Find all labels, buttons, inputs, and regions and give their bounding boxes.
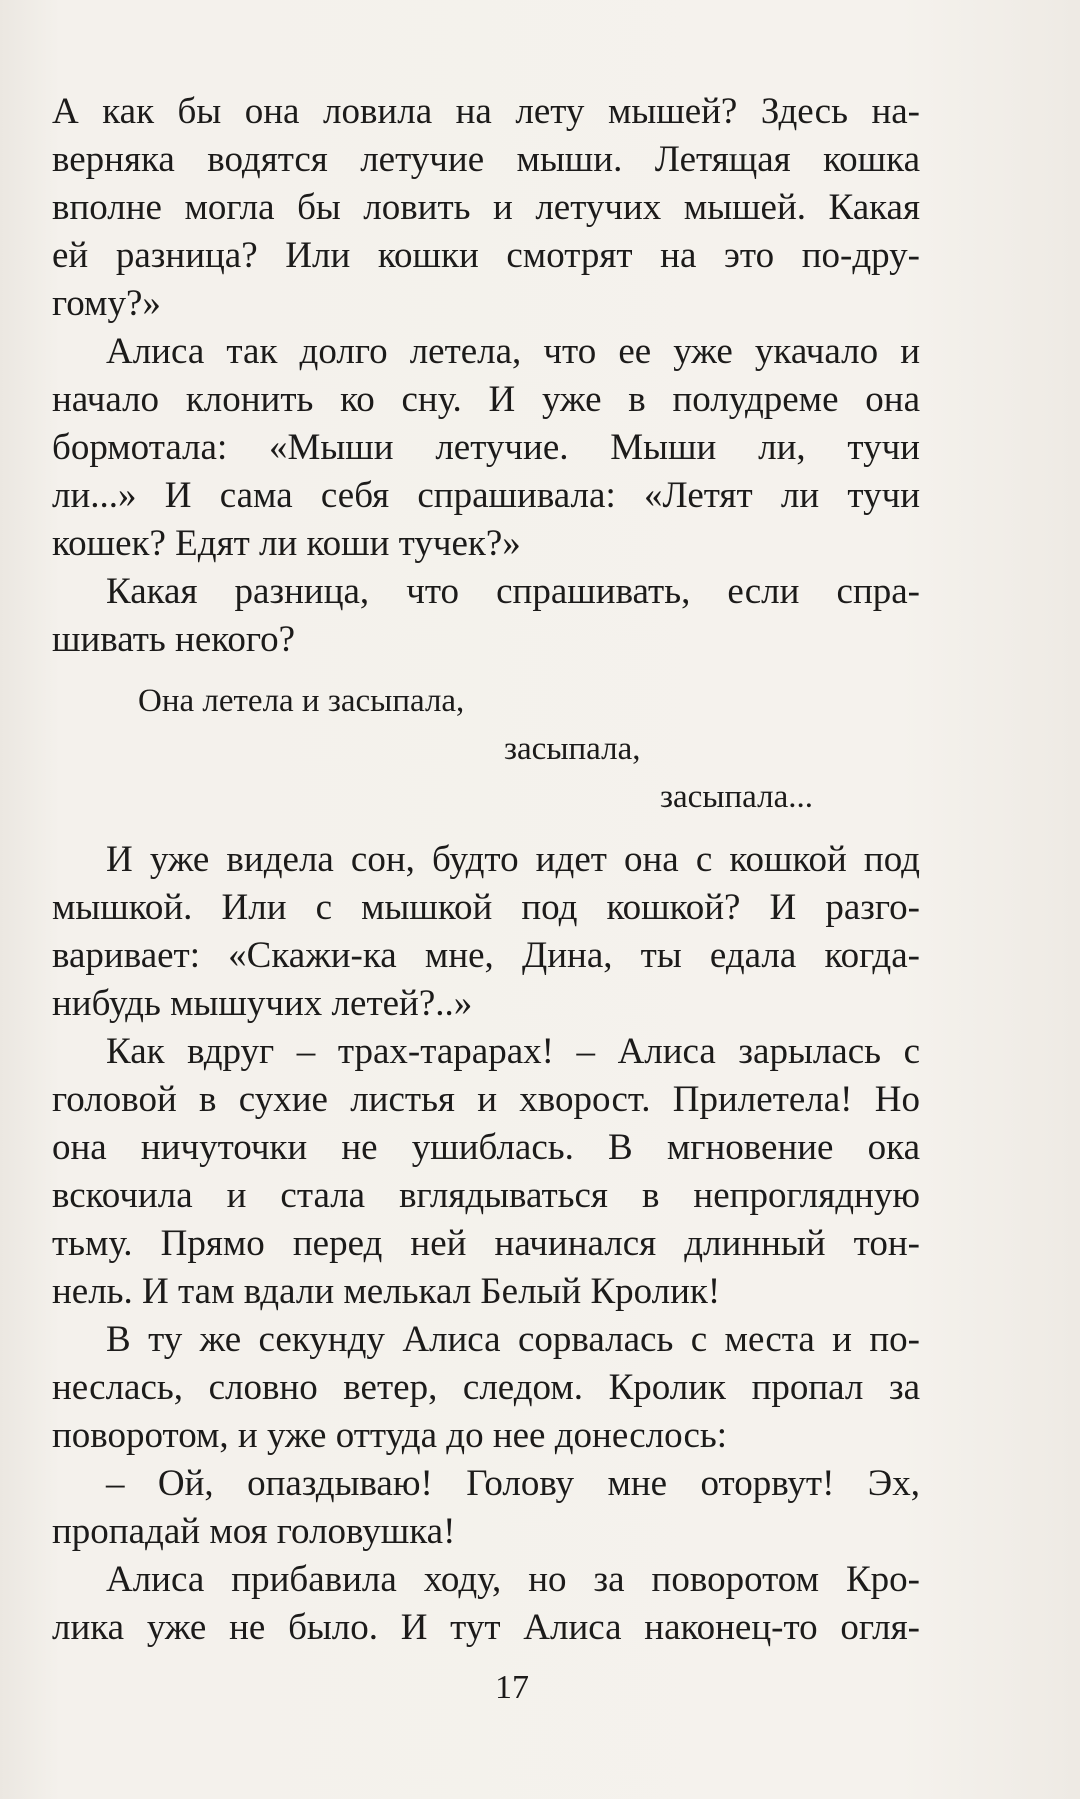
text-line: пропадай моя головушка! [52, 1511, 456, 1552]
text-line: верняка водятся летучие мыши. Летящая кошка [52, 139, 920, 180]
verse-line: засыпала, [504, 731, 641, 767]
text-line: А как бы она ловила на лету мышей? Здесь на- [52, 91, 920, 132]
paragraph-first-line: Алиса так долго летела, что ее уже укачало и [106, 331, 920, 372]
dialogue-line: – Ой, опаздываю! Голову мне оторвут! Эх, [106, 1463, 920, 1504]
text-line: тьму. Прямо перед ней начинался длинный тон- [52, 1223, 920, 1264]
paragraph-first-line: В ту же секунду Алиса сорвалась с места и по- [106, 1319, 920, 1360]
text-line: бормотала: «Мыши летучие. Мыши ли, тучи [52, 427, 920, 468]
text-line: начало клонить ко сну. И уже в полудреме она [52, 379, 920, 420]
text-line: головой в сухие листья и хворост. Прилетела! Но [52, 1079, 920, 1120]
text-line: неслась, словно ветер, следом. Кролик пропал за [52, 1367, 920, 1408]
paragraph-first-line: Как вдруг – трах-тарарах! – Алиса зарылась с [106, 1031, 920, 1072]
text-line: ли...» И сама себя спрашивала: «Летят ли тучи [52, 475, 920, 516]
text-line: нибудь мышучих летей?..» [52, 983, 473, 1024]
page-number: 17 [495, 1669, 529, 1706]
verse-line: засыпала... [660, 779, 813, 815]
paragraph-first-line: Алиса прибавила ходу, но за поворотом Кро- [106, 1559, 920, 1600]
text-line: лика уже не было. И тут Алиса наконец-то огля- [52, 1607, 920, 1648]
text-line: вполне могла бы ловить и летучих мышей. Какая [52, 187, 920, 228]
text-line: шивать некого? [52, 619, 296, 660]
text-line: гому?» [52, 283, 161, 324]
text-line: нель. И там вдали мелькал Белый Кролик! [52, 1271, 721, 1312]
text-line: она ничуточки не ушиблась. В мгновение ока [52, 1127, 920, 1168]
text-line: вскочила и стала вглядываться в непроглядную [52, 1175, 920, 1216]
text-line: варивает: «Скажи-ка мне, Дина, ты едала когда- [52, 935, 920, 976]
text-line: мышкой. Или с мышкой под кошкой? И разго- [52, 887, 920, 928]
verse-line: Она летела и засыпала, [138, 683, 465, 719]
text-line: кошек? Едят ли коши тучек?» [52, 523, 521, 564]
text-line: поворотом, и уже оттуда до нее донеслось: [52, 1415, 728, 1456]
paragraph-first-line: Какая разница, что спрашивать, если спра- [106, 571, 920, 612]
paragraph-first-line: И уже видела сон, будто идет она с кошкой под [106, 839, 920, 880]
text-line: ей разница? Или кошки смотрят на это по-дру- [52, 235, 920, 276]
